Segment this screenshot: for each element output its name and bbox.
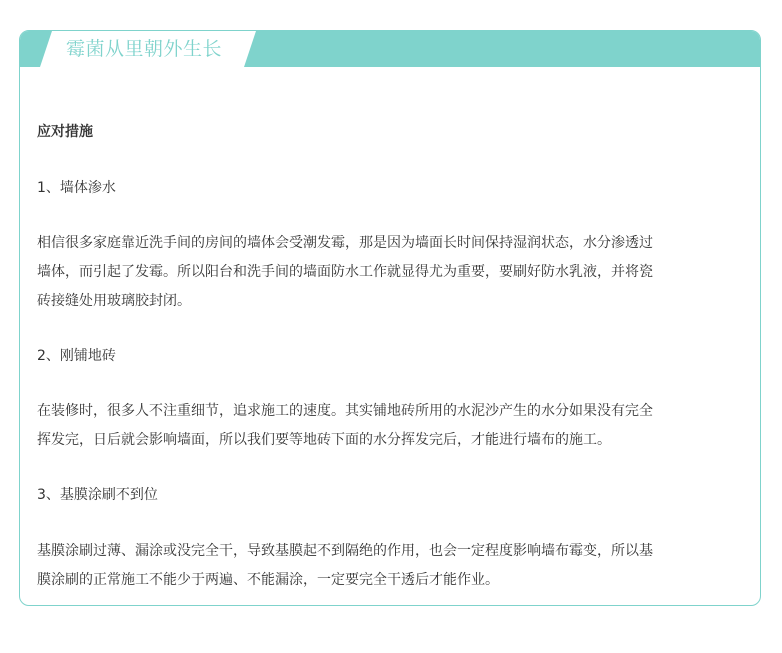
- paragraph-3-line-1: 基膜涂刷过薄、漏涂或没完全干，导致基膜起不到隔绝的作用，也会一定程度影响墙布霉变，所以基: [37, 543, 653, 559]
- paragraph-2-line-2: 挥发完，日后就会影响墙面，所以我们要等地砖下面的水分挥发完后，才能进行墙布的施工。: [37, 432, 611, 448]
- subheading-countermeasures: 应对措施: [37, 124, 93, 140]
- item-heading-2: 2、刚铺地砖: [37, 348, 116, 364]
- article-card: [19, 30, 761, 606]
- paragraph-1-line-1: 相信很多家庭靠近洗手间的房间的墙体会受潮发霉，那是因为墙面长时间保持湿润状态，水分渗透过: [37, 235, 653, 251]
- paragraph-3-line-2: 膜涂刷的正常施工不能少于两遍、不能漏涂，一定要完全干透后才能作业。: [37, 572, 499, 588]
- paragraph-2-line-1: 在装修时，很多人不注重细节，追求施工的速度。其实铺地砖所用的水泥沙产生的水分如果没有完全: [37, 403, 653, 419]
- item-heading-3: 3、基膜涂刷不到位: [37, 487, 158, 503]
- section-title: 霉菌从里朝外生长: [66, 38, 223, 60]
- paragraph-1-line-3: 砖接缝处用玻璃胶封闭。: [37, 293, 191, 309]
- item-heading-1: 1、墙体渗水: [37, 180, 116, 196]
- paragraph-1-line-2: 墙体，而引起了发霉。所以阳台和洗手间的墙面防水工作就显得尤为重要，要刷好防水乳液，并将瓷: [37, 264, 653, 280]
